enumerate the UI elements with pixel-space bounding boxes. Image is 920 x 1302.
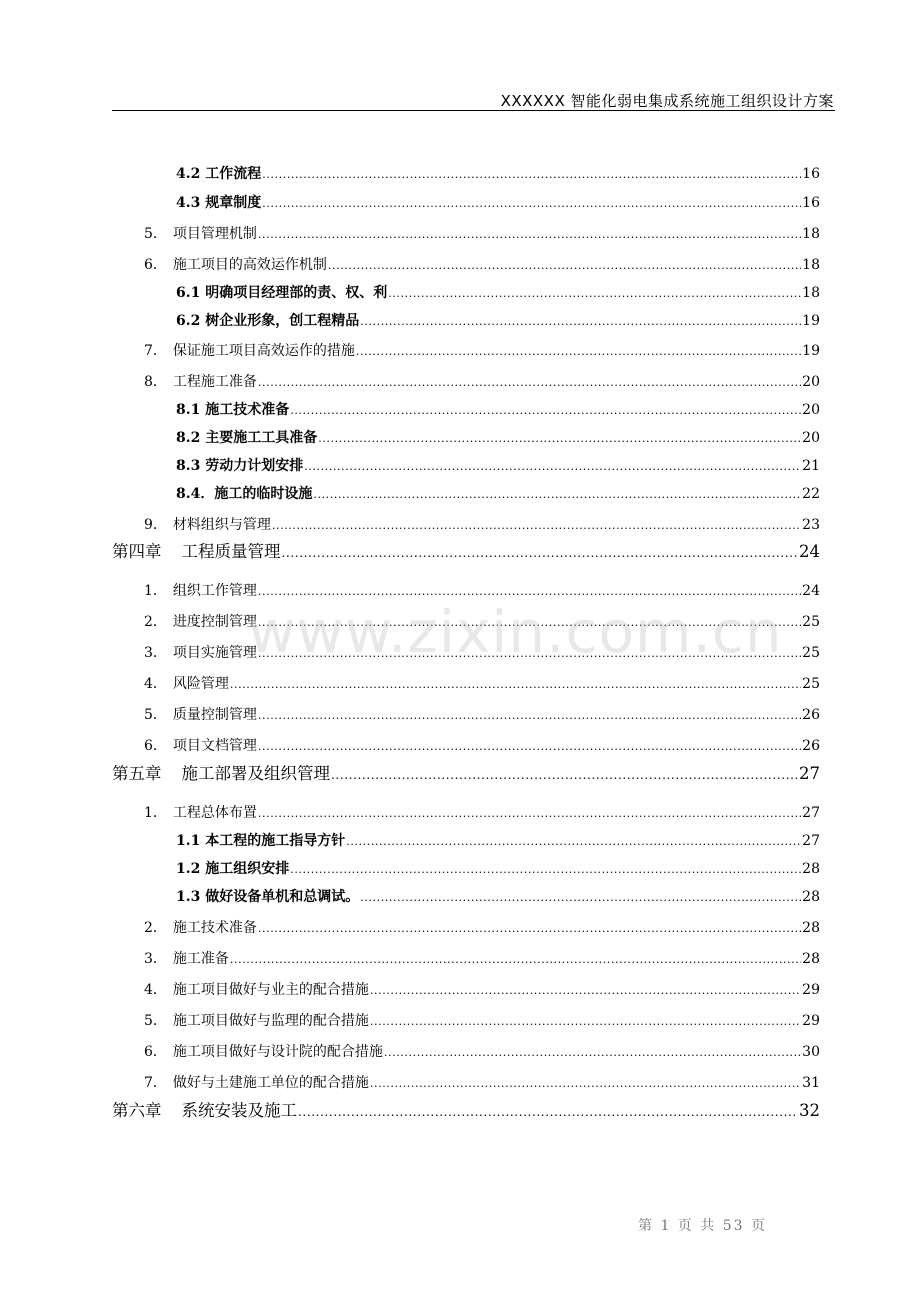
toc-entry-number: 3． (144, 951, 167, 967)
toc-entry-title: 项目管理机制 (172, 226, 257, 242)
toc-entry[interactable] (176, 164, 820, 184)
toc-dot-leader (304, 457, 801, 477)
toc-entry-page-number: 24 (799, 542, 820, 561)
toc-entry-title: 系统安装及施工 (181, 1101, 297, 1120)
toc-entry[interactable] (176, 428, 820, 448)
toc-entry-title: 项目文档管理 (172, 738, 257, 754)
toc-entry-title: 1.2 施工组织安排 (176, 861, 290, 877)
toc-entry-title: 施工项目的高效运作机制 (172, 257, 327, 273)
toc-entry[interactable] (144, 1073, 820, 1093)
toc-entry-page-number: 29 (802, 1013, 820, 1029)
toc-entry-page-number: 20 (802, 430, 820, 446)
toc-entry-title: 保证施工项目高效运作的措施 (172, 343, 355, 359)
toc-entry[interactable] (176, 193, 820, 213)
toc-entry-page-number: 28 (802, 861, 820, 877)
toc-entry-page-number: 16 (802, 166, 820, 182)
toc-entry-title: 施工项目做好与业主的配合措施 (172, 982, 369, 998)
toc-dot-leader (258, 919, 801, 939)
toc-entry-page-number: 25 (802, 614, 820, 630)
toc-entry[interactable] (144, 1011, 820, 1031)
toc-entry-number: 5． (144, 707, 167, 723)
toc-entry[interactable] (144, 674, 820, 694)
toc-entry-title: 4.3 规章制度 (176, 195, 262, 211)
toc-entry-number: 2． (144, 920, 167, 936)
toc-entry-page-number: 28 (802, 951, 820, 967)
toc-dot-leader (258, 225, 801, 245)
toc-dot-leader (346, 832, 801, 852)
toc-entry-title: 工程总体布置 (172, 805, 257, 821)
toc-entry-number: 5． (144, 226, 167, 242)
toc-entry-page-number: 27 (802, 805, 820, 821)
toc-entry-page-number: 29 (802, 982, 820, 998)
toc-dot-leader (262, 194, 801, 214)
toc-entry-page-number: 18 (802, 226, 820, 242)
toc-entry[interactable] (176, 283, 820, 303)
toc-dot-leader (230, 675, 801, 695)
toc-entry[interactable] (144, 949, 820, 969)
header-divider (112, 110, 835, 111)
toc-entry-title: 8.3 劳动力计划安排 (176, 458, 304, 474)
toc-entry[interactable] (176, 887, 820, 907)
toc-entry-page-number: 21 (802, 458, 820, 474)
toc-entry-page-number: 24 (802, 583, 820, 599)
toc-entry[interactable] (144, 372, 820, 392)
toc-dot-leader (331, 763, 798, 787)
toc-entry-title: 施工部署及组织管理 (181, 764, 330, 783)
toc-entry-title: 质量控制管理 (172, 707, 257, 723)
toc-entry-title: 工程施工准备 (172, 374, 257, 390)
toc-entry[interactable] (176, 400, 820, 420)
toc-entry-number: 1． (144, 805, 167, 821)
toc-entry[interactable] (176, 859, 820, 879)
toc-dot-leader (370, 1074, 801, 1094)
toc-dot-leader (290, 860, 801, 880)
toc-entry-title: 施工项目做好与设计院的配合措施 (172, 1044, 383, 1060)
toc-entry-page-number: 18 (802, 257, 820, 273)
toc-entry-title: 8.4．施工的临时设施 (176, 486, 313, 502)
toc-dot-leader (388, 284, 801, 304)
toc-entry-title: 施工项目做好与监理的配合措施 (172, 1013, 369, 1029)
toc-entry-page-number: 30 (802, 1044, 820, 1060)
toc-dot-leader (370, 1012, 801, 1032)
toc-entry[interactable] (144, 918, 820, 938)
toc-dot-leader (258, 804, 801, 824)
toc-entry-title: 进度控制管理 (172, 614, 257, 630)
toc-entry-number: 7． (144, 343, 167, 359)
toc-dot-leader (262, 165, 801, 185)
toc-entry-page-number: 25 (802, 676, 820, 692)
toc-dot-leader (313, 485, 801, 505)
toc-entry-page-number: 20 (802, 402, 820, 418)
toc-entry-title: 1.3 做好设备单机和总调试。 (176, 889, 360, 905)
toc-entry-number: 1． (144, 583, 167, 599)
toc-entry-page-number: 22 (802, 486, 820, 502)
toc-entry-page-number: 32 (799, 1101, 820, 1120)
toc-entry[interactable] (112, 762, 820, 786)
toc-entry[interactable] (176, 311, 820, 331)
toc-dot-leader (328, 256, 801, 276)
toc-dot-leader (318, 429, 801, 449)
toc-entry[interactable] (176, 831, 820, 851)
toc-entry-number: 4． (144, 982, 167, 998)
toc-dot-leader (360, 888, 801, 908)
toc-dot-leader (370, 981, 801, 1001)
toc-entry-page-number: 27 (799, 764, 820, 783)
toc-dot-leader (272, 516, 801, 536)
toc-entry-title: 4.2 工作流程 (176, 166, 262, 182)
toc-dot-leader (384, 1043, 801, 1063)
toc-entry-title: 6.2 树企业形象，创工程精品 (176, 313, 360, 329)
toc-entry-number: 6． (144, 1044, 167, 1060)
toc-entry-title: 8.2 主要施工工具准备 (176, 430, 318, 446)
toc-entry-number: 9． (144, 517, 167, 533)
toc-entry[interactable] (144, 980, 820, 1000)
toc-entry-page-number: 16 (802, 195, 820, 211)
toc-entry-number: 6． (144, 257, 167, 273)
toc-entry-title: 施工准备 (172, 951, 229, 967)
toc-entry[interactable] (176, 456, 820, 476)
toc-entry-title: 8.1 施工技术准备 (176, 402, 290, 418)
watermark: www.zixin.com.cn (248, 598, 783, 666)
toc-dot-leader (230, 950, 801, 970)
toc-entry-title: 施工技术准备 (172, 920, 257, 936)
toc-entry-page-number: 19 (802, 343, 820, 359)
toc-entry[interactable] (176, 484, 820, 504)
toc-entry-number: 6． (144, 738, 167, 754)
toc-entry[interactable] (144, 803, 820, 823)
toc-entry[interactable] (144, 705, 820, 725)
page-header-title: XXXXXX 智能化弱电集成系统施工组织设计方案 (500, 92, 834, 110)
toc-dot-leader (258, 373, 801, 393)
toc-dot-leader (258, 706, 801, 726)
toc-dot-leader (258, 737, 801, 757)
toc-entry-title: 组织工作管理 (172, 583, 257, 599)
toc-dot-leader (360, 312, 801, 332)
toc-entry-page-number: 26 (802, 707, 820, 723)
toc-entry-page-number: 31 (802, 1075, 820, 1091)
toc-entry-page-number: 26 (802, 738, 820, 754)
toc-entry-number: 3． (144, 645, 167, 661)
toc-entry-number: 5． (144, 1013, 167, 1029)
toc-entry-page-number: 28 (802, 889, 820, 905)
toc-entry-title: 材料组织与管理 (172, 517, 271, 533)
toc-entry[interactable] (144, 255, 820, 275)
toc-entry-number: 4． (144, 676, 167, 692)
toc-entry-number: 第六章 (112, 1101, 162, 1120)
toc-entry-number: 第五章 (112, 764, 162, 783)
toc-entry-page-number: 25 (802, 645, 820, 661)
toc-entry[interactable] (144, 515, 820, 535)
toc-entry[interactable] (112, 1099, 820, 1123)
toc-entry-title: 1.1 本工程的施工指导方针 (176, 833, 346, 849)
toc-entry-title: 项目实施管理 (172, 645, 257, 661)
toc-entry-title: 6.1 明确项目经理部的责、权、利 (176, 285, 388, 301)
toc-entry-page-number: 23 (802, 517, 820, 533)
toc-entry-number: 7． (144, 1075, 167, 1091)
toc-entry-page-number: 20 (802, 374, 820, 390)
toc-dot-leader (282, 541, 799, 565)
toc-entry[interactable] (144, 1042, 820, 1062)
toc-entry-title: 工程质量管理 (181, 542, 281, 561)
toc-entry-title: 风险管理 (172, 676, 229, 692)
toc-entry-number: 第四章 (112, 542, 162, 561)
page-footer: 第 1 页 共 53 页 (638, 1218, 767, 1234)
toc-entry[interactable] (144, 736, 820, 756)
toc-dot-leader (290, 401, 801, 421)
toc-entry[interactable] (144, 341, 820, 361)
toc-dot-leader (356, 342, 801, 362)
toc-entry-page-number: 18 (802, 285, 820, 301)
toc-entry-number: 8． (144, 374, 167, 390)
toc-entry-page-number: 19 (802, 313, 820, 329)
toc-entry-page-number: 27 (802, 833, 820, 849)
toc-entry[interactable] (112, 540, 820, 564)
toc-dot-leader (298, 1100, 798, 1124)
toc-entry-title: 做好与土建施工单位的配合措施 (172, 1075, 369, 1091)
toc-entry-page-number: 28 (802, 920, 820, 936)
toc-entry-number: 2． (144, 614, 167, 630)
toc-entry[interactable] (144, 224, 820, 244)
